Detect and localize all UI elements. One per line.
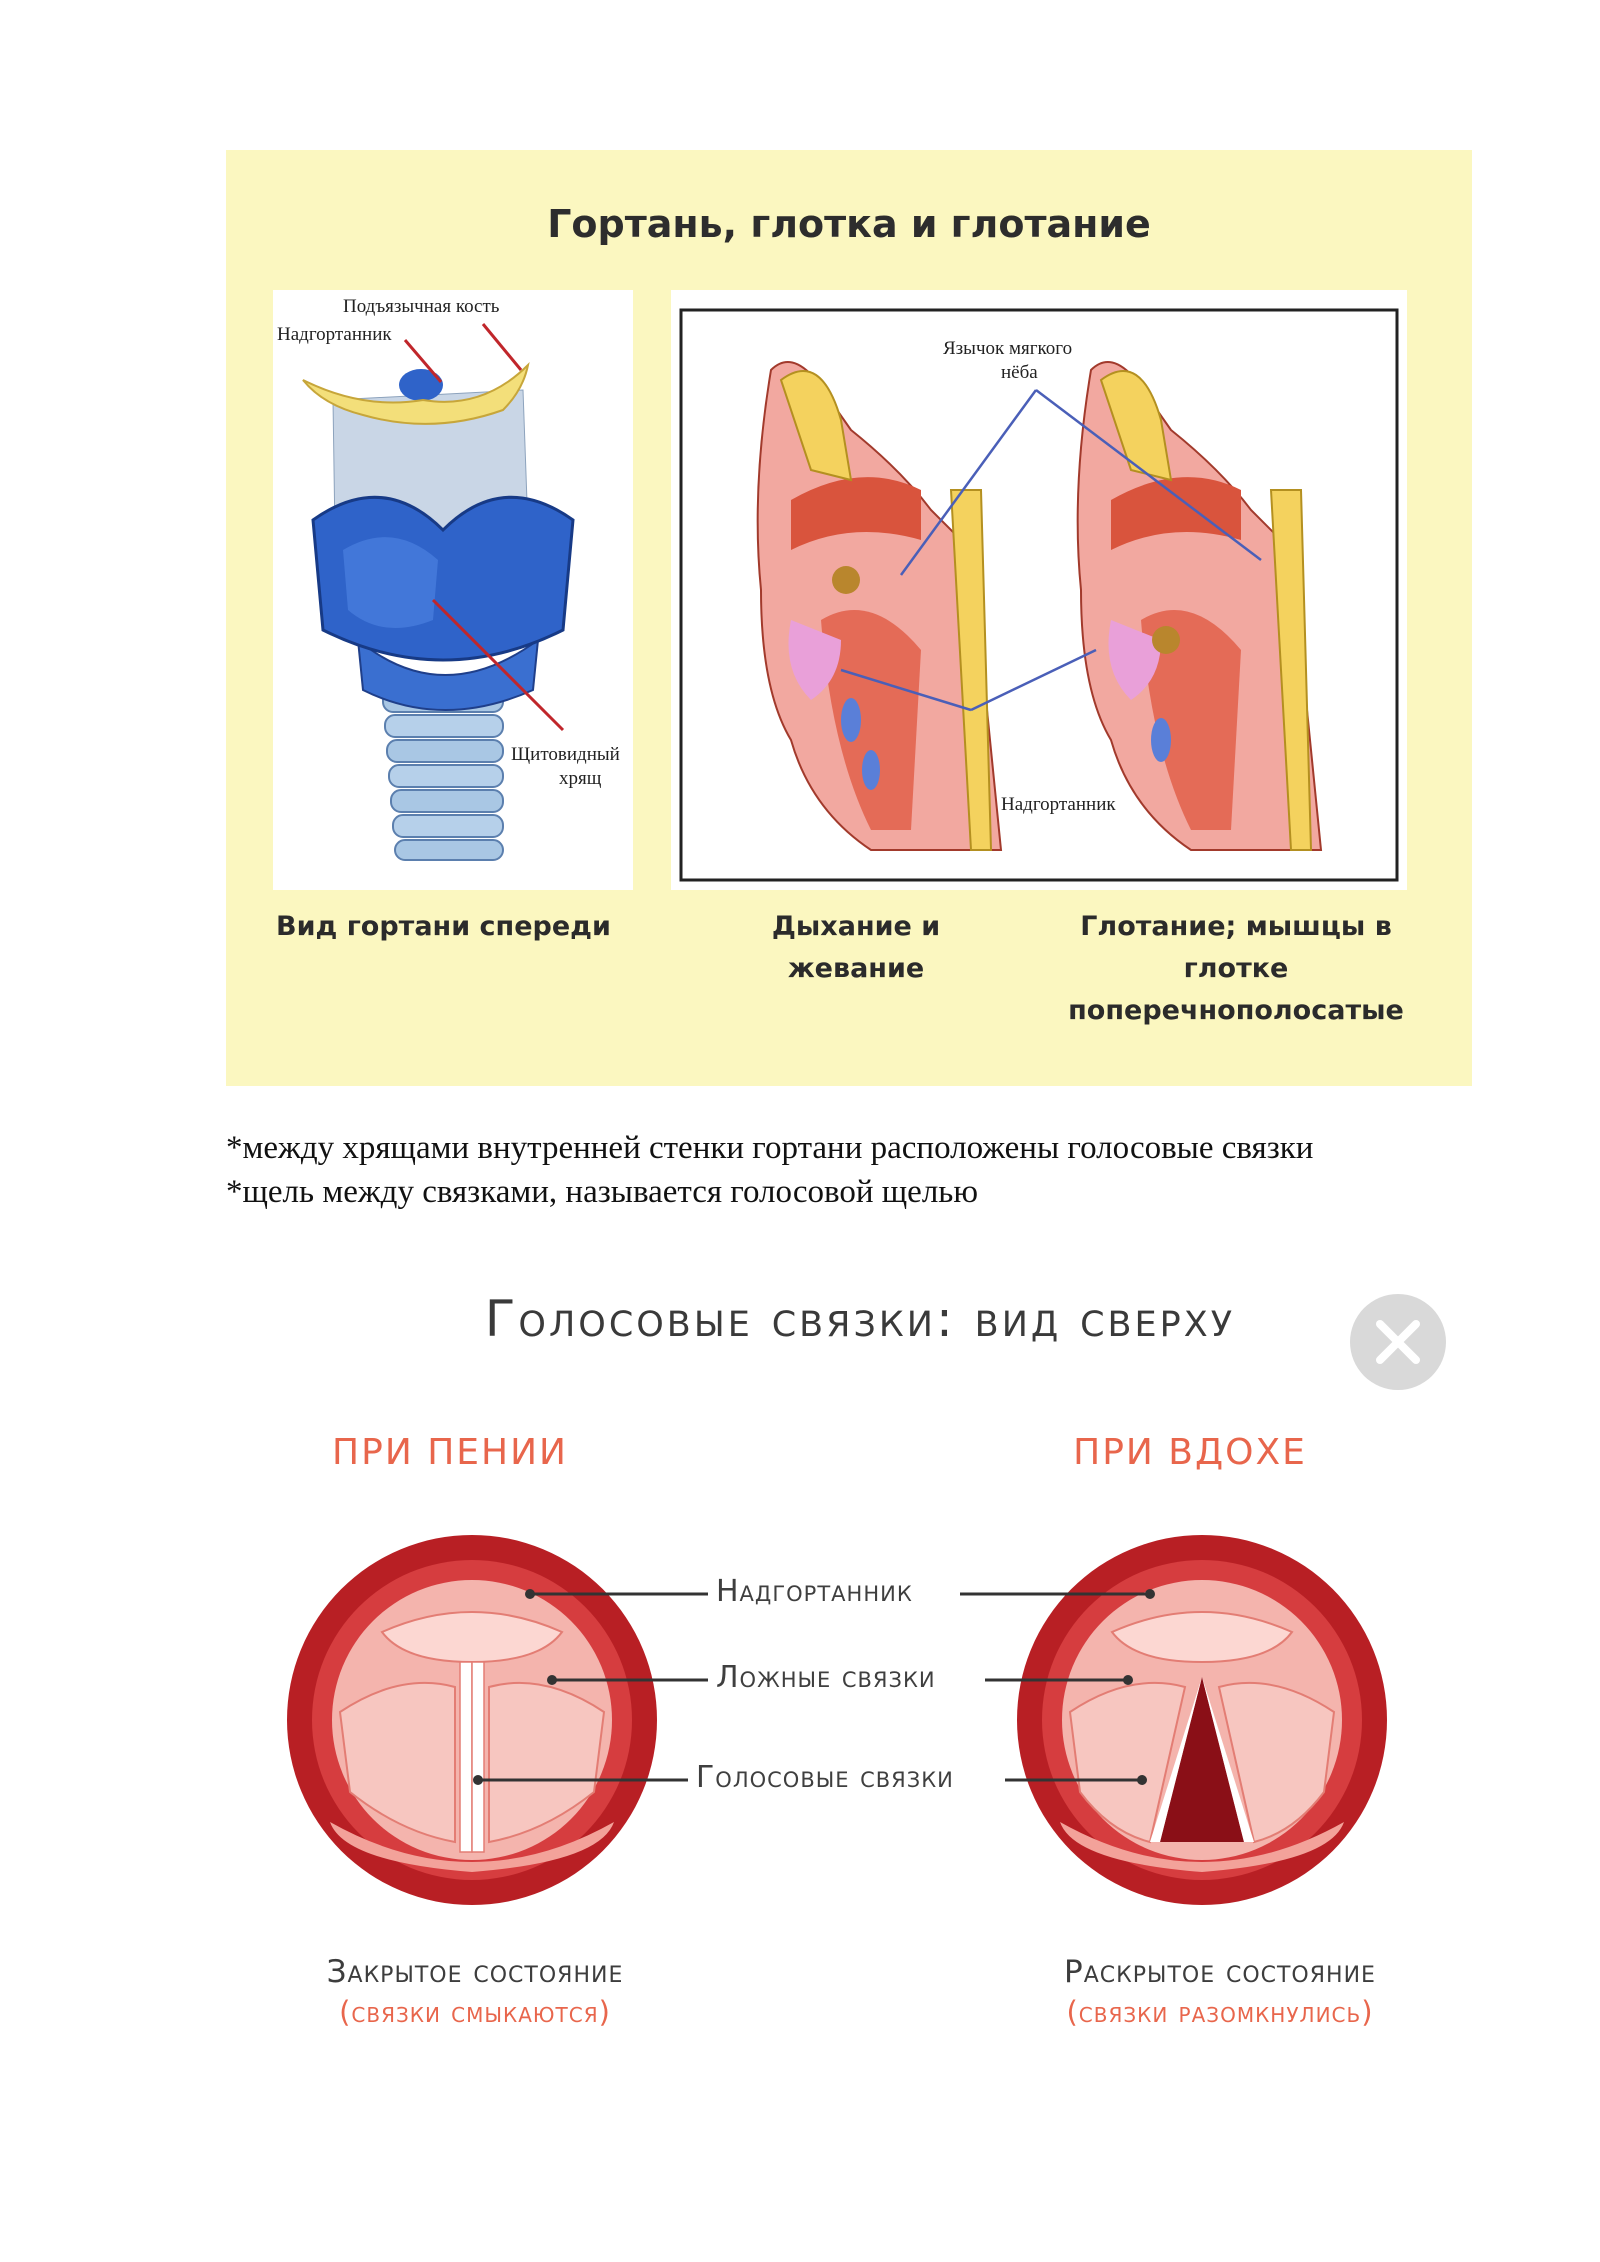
glottis-open: [1017, 1535, 1387, 1905]
caption-swallowing-line1: Глотание; мышцы в: [1080, 911, 1392, 942]
trachea: [383, 690, 503, 860]
open-state-sub: (связки разомкнулись): [1066, 1995, 1374, 2029]
caption-swallowing: [1056, 906, 1416, 1032]
uvula-label-line1: Язычок мягкого: [943, 338, 1073, 359]
glottis-closed: [287, 1535, 657, 1905]
caption-swallowing-line3: поперечнополосатые: [1068, 995, 1404, 1026]
caption-swallowing-line2: глотке: [1183, 953, 1289, 984]
thyroid-label-line2: хрящ: [559, 768, 602, 789]
label-vocal-folds: Голосовые связки: [690, 1760, 960, 1795]
thyroid-label-line1: Щитовидный: [511, 744, 620, 765]
note-line-2: *щель между связками, называется голосовой щелью: [226, 1174, 978, 1210]
closed-state-main: Закрытое состояние: [326, 1954, 624, 1990]
vocal-cords-title: Голосовые связки: вид сверху: [484, 1290, 1236, 1348]
panel-title: Гортань, глотка и глотание: [547, 202, 1151, 246]
caption-breathing: [736, 906, 976, 990]
heading-singing: ПРИ ПЕНИИ: [332, 1432, 568, 1473]
caption-front-view: Вид гортани спереди: [276, 911, 611, 942]
larynx-front-illustration: [273, 290, 633, 890]
notes: [226, 1126, 1526, 1214]
open-state-main: Раскрытое состояние: [1064, 1954, 1376, 1990]
larynx-panel: [226, 150, 1472, 1086]
epiglottis-label-left: Надгортанник: [277, 324, 392, 345]
caption-closed-state: [270, 1952, 680, 2032]
close-icon: [1350, 1294, 1446, 1390]
close-button[interactable]: [1350, 1294, 1446, 1390]
hyoid-label: Подъязычная кость: [343, 296, 500, 317]
caption-breathing-line2: жевание: [787, 953, 925, 984]
larynx-front-figure: [273, 290, 633, 890]
uvula-label-line2: нёба: [1001, 362, 1038, 383]
caption-breathing-line1: Дыхание и: [771, 911, 941, 942]
closed-state-sub: (связки смыкаются): [339, 1995, 611, 2029]
label-false-folds: Ложные связки: [710, 1660, 942, 1695]
note-line-1: *между хрящами внутренней стенки гортани расположены голосовые связки: [226, 1130, 1314, 1166]
label-epiglottis: Надгортанник: [710, 1574, 919, 1609]
pharynx-section-figure: [671, 290, 1407, 890]
epiglottis-label-right: Надгортанник: [1001, 794, 1116, 815]
caption-open-state: [1010, 1952, 1430, 2032]
heading-inhale: ПРИ ВДОХЕ: [1073, 1432, 1307, 1473]
